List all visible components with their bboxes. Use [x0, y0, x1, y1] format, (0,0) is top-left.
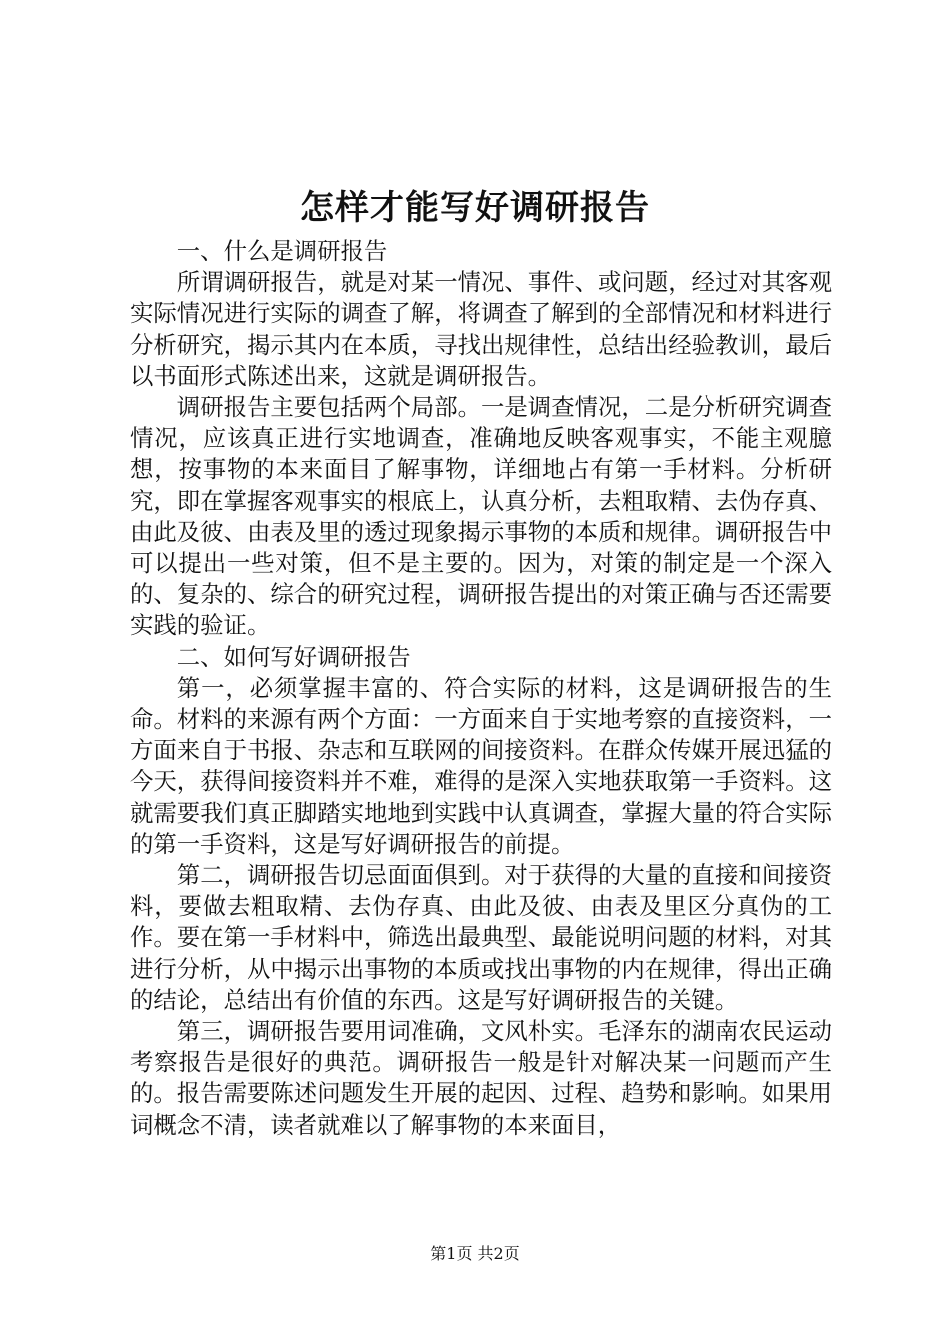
paragraph-definition: 所谓调研报告，就是对某一情况、事件、或问题，经过对其客观实际情况进行实际的调查了解，将调查了解到的全部情况和材料进行分析研究，揭示其内在本质，寻找出规律性，总结出经验教训，最后以书面形式陈述出来，这就是调研报告。 [130, 268, 832, 390]
page-title: 怎样才能写好调研报告 [300, 188, 650, 228]
document-body [130, 236, 832, 1141]
paragraph-point-3: 第三，调研报告要用词准确，文风朴实。毛泽东的湖南农民运动考察报告是很好的典范。调研报告一般是针对解决某一问题而产生的。报告需要陈述问题发生开展的起因、过程、趋势和影响。如果用词概念不清，读者就难以了解事物的本来面目， [130, 1017, 832, 1139]
paragraph-point-1: 第一，必须掌握丰富的、符合实际的材料，这是调研报告的生命。材料的来源有两个方面：一方面来自于实地考察的直接资料，一方面来自于书报、杂志和互联网的间接资料。在群众传媒开展迅猛的今天，获得间接资料并不难，难得的是深入实地获取第一手资料。这就需要我们真正脚踏实地地到实践中认真调查，掌握大量的符合实际的第一手资料，这是写好调研报告的前提。 [130, 673, 832, 858]
paragraph-components: 调研报告主要包括两个局部。一是调查情况，二是分析研究调查情况，应该真正进行实地调查，准确地反映客观事实，不能主观臆想，按事物的本来面目了解事物，详细地占有第一手材料。分析研究，即在掌握客观事实的根底上，认真分析，去粗取精、去伪存真、由此及彼、由表及里的透过现象揭示事物的本质和规律。调研报告中可以提出一些对策，但不是主要的。因为，对策的制定是一个深入的、复杂的、综合的研究过程，调研报告提出的对策正确与否还需要实践的验证。 [130, 393, 832, 640]
page-footer: 第1页 共2页 [430, 1244, 520, 1263]
section-heading-1: 一、什么是调研报告 [176, 237, 388, 265]
section-heading-2: 二、如何写好调研报告 [176, 642, 411, 671]
paragraph-point-2: 第二，调研报告切忌面面俱到。对于获得的大量的直接和间接资料，要做去粗取精、去伪存真、由此及彼、由表及里区分真伪的工作。要在第一手材料中，筛选出最典型、最能说明问题的材料，对其进行分析，从中揭示出事物的本质或找出事物的内在规律，得出正确的结论，总结出有价值的东西。这是写好调研报告的关键。 [130, 861, 832, 1014]
